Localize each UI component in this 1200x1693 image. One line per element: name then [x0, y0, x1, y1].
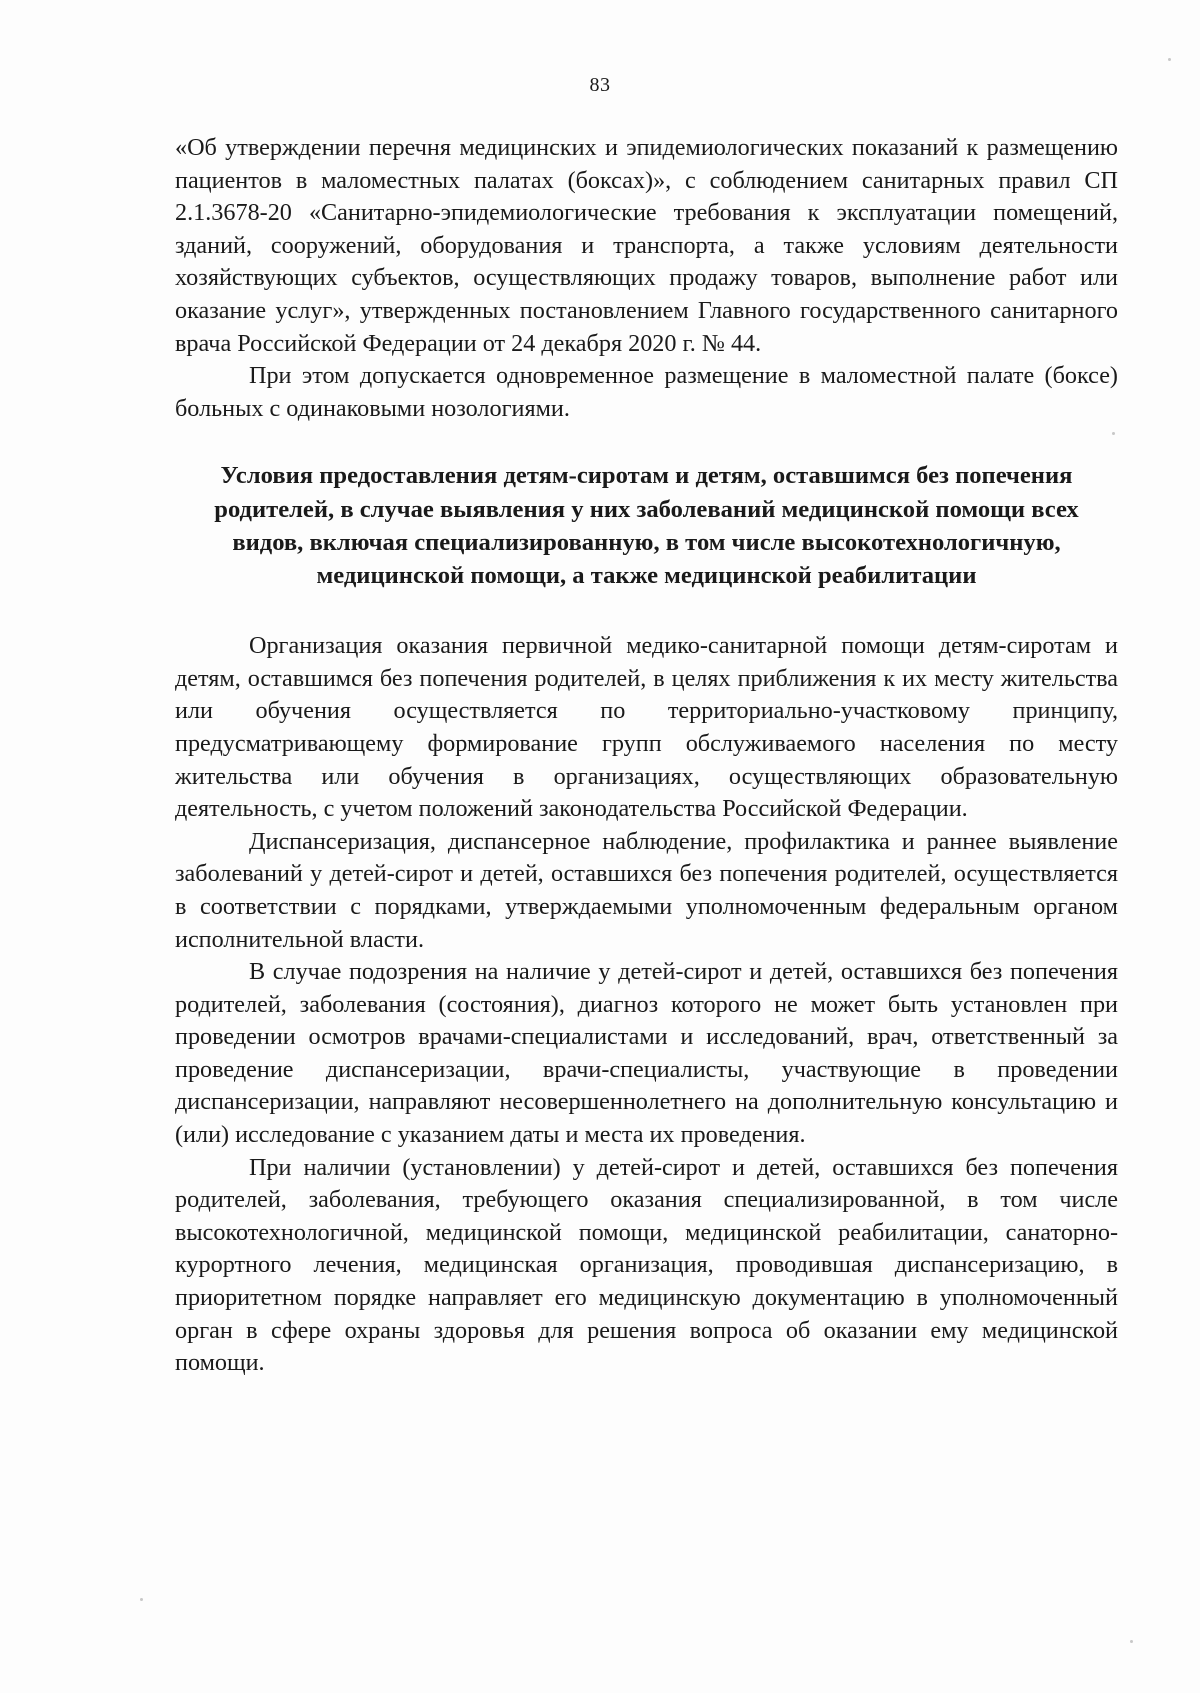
body-paragraph-4: При наличии (установлении) у детей-сирот и детей, оставшихся без попечения родителей, заболевания, требующего оказания специализированной, в том числе высокотехнологичной, медицинской помощи, медицинской реабилитации, санаторно-курортного лечения, медицинская организация, проводившая диспансеризацию, в приоритетном порядке направляет его медицинскую документацию в уполномоченный орган в сфере охраны здоровья для решения вопроса об оказании ему медицинской помощи. — [175, 1153, 1118, 1377]
scan-speck — [1168, 58, 1171, 61]
second-paragraph: При этом допускается одновременное размещение в маломестной палате (боксе) больных с одинаковыми нозологиями. — [175, 362, 1118, 422]
body-paragraph-3: В случае подозрения на наличие у детей-сирот и детей, оставшихся без попечения родителей, заболевания (состояния), диагноз которого не может быть установлен при проведении осмотров врачами-специалистами и исследований, врач, ответственный за проведение диспансеризации, врачи-специалисты, участвующие в проведении диспансеризации, направляют несовершеннолетнего на дополнительную консультацию и (или) исследование с указанием даты и места их проведения. — [175, 958, 1118, 1149]
page-number: 83 — [589, 74, 611, 96]
scan-speck — [1060, 1196, 1063, 1199]
document-body — [175, 132, 1118, 1380]
scan-speck — [1130, 1640, 1133, 1643]
section-heading: Условия предоставления детям-сиротам и детям, оставшимся без попечения родителей, в случае выявления у них заболеваний медицинской помощи всех видов, включая специализированную, в том числе высокотехнологичную, медицинской помощи, а также медицинской реабилитации — [214, 462, 1079, 589]
body-paragraph-1: Организация оказания первичной медико-санитарной помощи детям-сиротам и детям, оставшимся без попечения родителей, в целях приближения к их месту жительства или обучения осуществляется по территориально-участковому принципу, предусматривающему формирование групп обслуживаемого населения по месту жительства или обучения в организациях, осуществляющих образовательную деятельность, с учетом положений законодательства Российской Федерации. — [175, 632, 1118, 823]
scan-speck — [140, 1598, 143, 1601]
body-paragraph-2: Диспансеризация, диспансерное наблюдение, профилактика и раннее выявление заболеваний у детей-сирот и детей, оставшихся без попечения родителей, осуществляется в соответствии с порядками, утверждаемыми уполномоченным федеральным органом исполнительной власти. — [175, 827, 1118, 953]
intro-paragraph: «Об утверждении перечня медицинских и эпидемиологических показаний к размещению пациентов в маломестных палатах (боксах)», с соблюдением санитарных правил СП 2.1.3678-20 «Санитарно-эпидемиологические требования к эксплуатации помещений, зданий, сооружений, оборудования и транспорта, а также условиям деятельности хозяйствующих субъектов, осуществляющих продажу товаров, выполнение работ или оказание услуг», утвержденных постановлением Главного государственного санитарного врача Российской Федерации от 24 декабря 2020 г. № 44. — [175, 134, 1118, 357]
scan-speck — [1112, 432, 1115, 435]
